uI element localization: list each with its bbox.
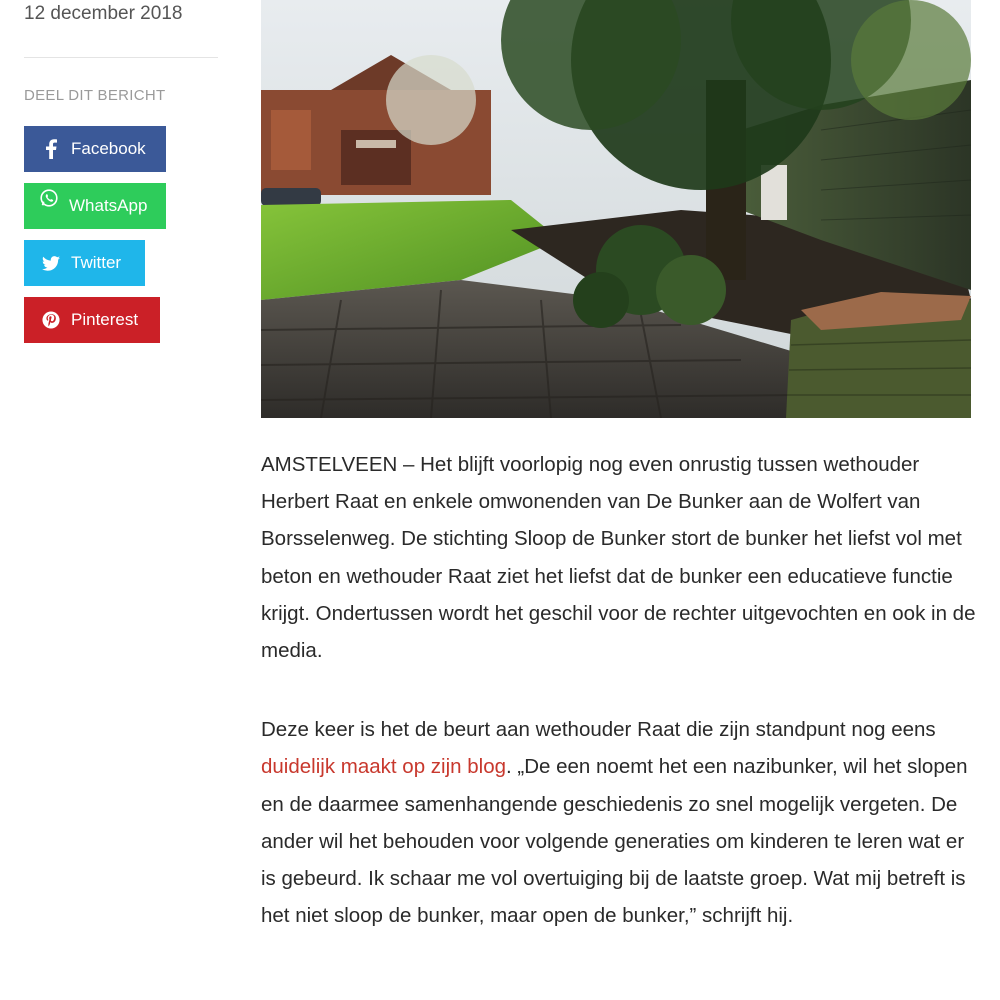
paragraph-2-intro: Deze keer is het de beurt aan wethouder Raat die zijn standpunt nog eens [261,718,936,742]
blog-link[interactable]: duidelijk maakt op zijn blog [261,755,506,779]
whatsapp-label: WhatsApp [69,196,148,215]
article-body [261,446,981,934]
facebook-share-button[interactable] [24,126,166,172]
share-title: DEEL DIT BERICHT [24,87,166,104]
pinterest-icon [40,309,62,331]
pinterest-share-button[interactable] [24,297,160,343]
bunker-garden-photo [261,0,971,418]
facebook-label: Facebook [71,139,146,158]
whatsapp-share-button[interactable] [24,183,166,229]
paragraph-2-quote: . „De een noemt het een nazibunker, wil het slopen en de daarmee samenhangende geschiedenis zo snel mogelijk vergeten. De ander wil het behouden voor volgende generaties om kinderen te leren wat er is gebeurd. Ik schaar me vol overtuiging bij de laatste groep. Wat mij betreft is het niet sloop de bunker, maar open de bunker,” schrijft hij. [261,755,968,928]
divider [24,57,218,58]
article-photo [261,0,971,418]
twitter-icon [40,252,62,274]
article-paragraph-2 [261,711,981,934]
facebook-icon [40,138,62,160]
whatsapp-icon [38,187,60,209]
share-sidebar [24,0,218,343]
twitter-label: Twitter [71,253,122,272]
article-paragraph-1: AMSTELVEEN – Het blijft voorlopig nog even onrustig tussen wethouder Herbert Raat en enkele omwonenden van De Bunker aan de Wolfert van Borsselenweg. De stichting Sloop de Bunker stort de bunker het liefst vol met beton en wethouder Raat ziet het liefst dat de bunker een educatieve functie krijgt. Ondertussen wordt het geschil voor de rechter uitgevochten en ook in de media. [261,453,976,663]
twitter-share-button[interactable] [24,240,145,286]
pinterest-label: Pinterest [71,310,139,329]
post-date: 12 december 2018 [24,3,183,24]
